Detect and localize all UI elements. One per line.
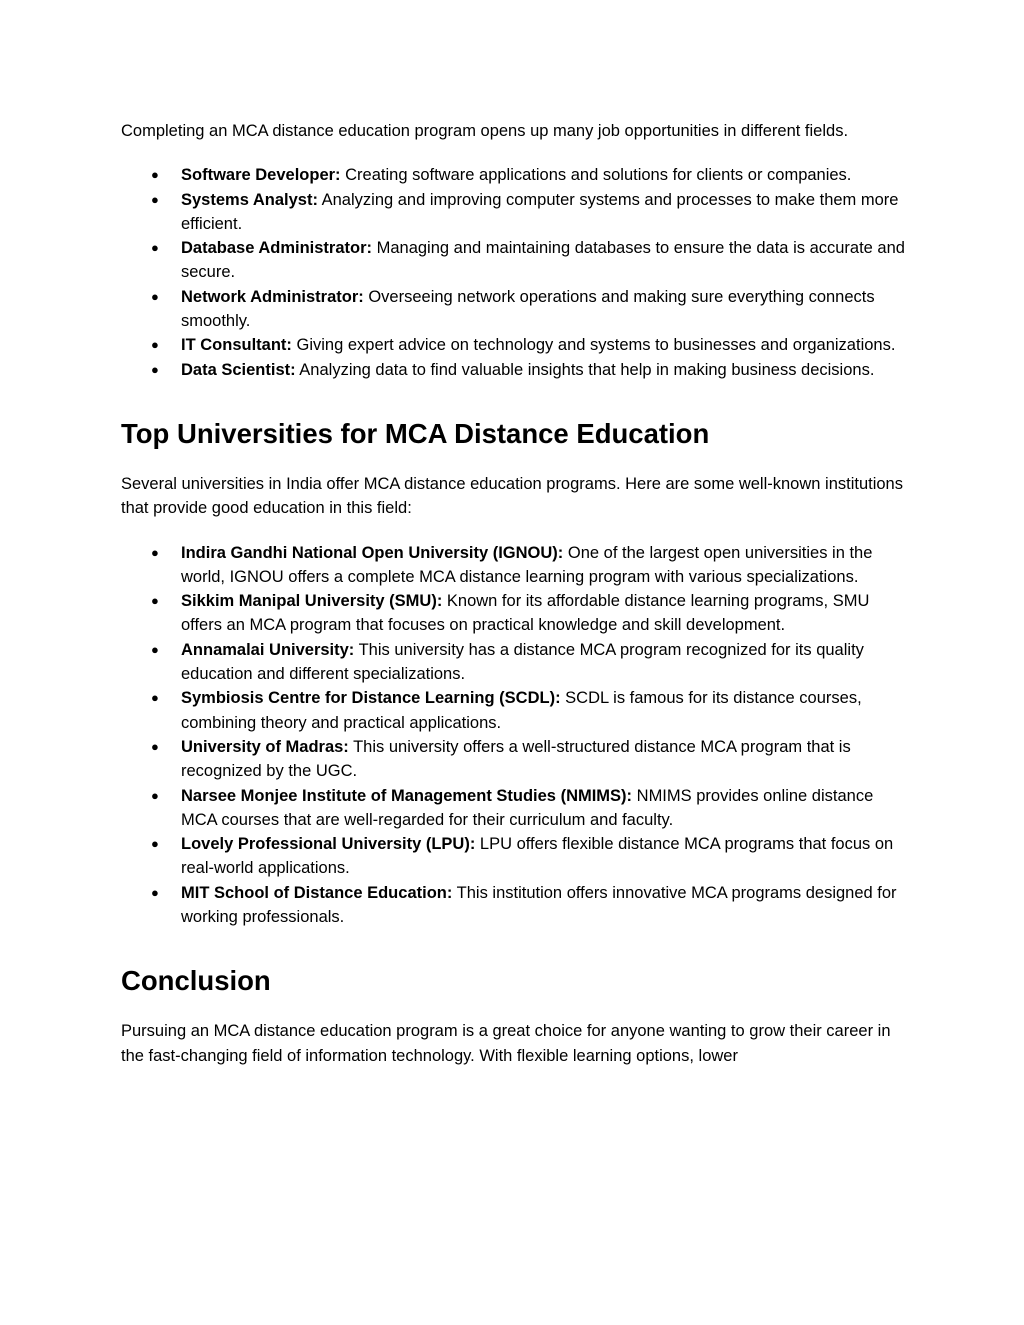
intro-paragraph: Completing an MCA distance education program opens up many job opportunities in different fields. xyxy=(121,122,849,140)
university-item xyxy=(121,541,907,590)
career-item xyxy=(121,188,907,237)
conclusion-heading: Conclusion xyxy=(121,965,271,997)
career-desc: Managing and maintaining databases to ensure the data is accurate and secure. xyxy=(181,239,905,282)
university-item xyxy=(121,832,907,881)
bullet-icon: ● xyxy=(151,240,159,256)
university-item xyxy=(121,686,907,735)
university-item xyxy=(121,638,907,687)
career-item xyxy=(121,285,907,334)
universities-heading: Top Universities for MCA Distance Education xyxy=(121,417,710,449)
bullet-icon: ● xyxy=(151,167,159,183)
career-term: Database Administrator: xyxy=(181,239,373,258)
career-term: Software Developer: xyxy=(181,166,341,185)
career-term: Network Administrator: xyxy=(181,287,364,306)
career-item xyxy=(121,236,907,285)
university-name: Sikkim Manipal University (SMU): xyxy=(181,592,443,611)
university-desc: This institution offers innovative MCA programs designed for working professionals. xyxy=(181,883,897,927)
bullet-icon: ● xyxy=(151,836,159,852)
bullet-icon: ● xyxy=(151,337,159,353)
career-desc: Creating software applications and solutions for clients or companies. xyxy=(340,166,852,185)
career-term: IT Consultant: xyxy=(181,336,292,355)
bullet-icon: ● xyxy=(151,787,159,803)
career-desc: Analyzing and improving computer systems and processes to make them more efficient. xyxy=(181,190,899,233)
career-desc: Giving expert advice on technology and systems to businesses and organizations. xyxy=(291,336,896,355)
bullet-icon: ● xyxy=(151,544,159,560)
career-term: Systems Analyst: xyxy=(181,190,318,209)
bullet-icon: ● xyxy=(151,738,159,754)
university-desc: LPU offers flexible distance MCA programs that focus on real-world applications. xyxy=(181,835,894,878)
university-desc: This university offers a well-structured distance MCA program that is recognized by the UGC. xyxy=(181,737,851,781)
university-item xyxy=(121,589,907,638)
career-item xyxy=(121,358,907,382)
university-name: Symbiosis Centre for Distance Learning (SCDL): xyxy=(181,689,561,708)
university-desc: SCDL is famous for its distance courses, combining theory and practical applications. xyxy=(181,689,862,732)
bullet-icon: ● xyxy=(151,191,159,207)
bullet-icon: ● xyxy=(151,593,159,609)
university-name: Narsee Monjee Institute of Management Studies (NMIMS): xyxy=(181,786,633,805)
career-item xyxy=(121,333,907,357)
career-desc: Overseeing network operations and making sure everything connects smoothly. xyxy=(181,287,875,331)
conclusion-paragraph: Pursuing an MCA distance education program is a great choice for anyone wanting to grow their career in the fast-changing field of information technology. With flexible learning options, lower xyxy=(121,1022,891,1065)
university-name: Annamalai University: xyxy=(181,640,355,659)
university-list xyxy=(121,541,907,930)
bullet-icon: ● xyxy=(151,641,159,657)
university-desc: This university has a distance MCA program recognized for its quality education and different specializations. xyxy=(181,640,864,684)
university-item xyxy=(121,784,907,833)
university-name: Lovely Professional University (LPU): xyxy=(181,835,476,854)
university-item xyxy=(121,881,907,930)
universities-paragraph: Several universities in India offer MCA distance education programs. Here are some well-known institutions that provide good education in this field: xyxy=(121,474,903,518)
university-desc: Known for its affordable distance learning programs, SMU offers an MCA program that focuses on practical knowledge and skill development. xyxy=(181,592,870,635)
career-list xyxy=(121,163,907,382)
bullet-icon: ● xyxy=(151,690,159,706)
career-term: Data Scientist: xyxy=(181,360,296,379)
university-name: MIT School of Distance Education: xyxy=(181,883,453,902)
bullet-icon: ● xyxy=(151,288,159,304)
university-desc: NMIMS provides online distance MCA courses that are well-regarded for their curriculum and faculty. xyxy=(181,786,874,829)
bullet-icon: ● xyxy=(151,361,159,377)
career-desc: Analyzing data to find valuable insights that help in making business decisions. xyxy=(295,360,875,379)
university-name: Indira Gandhi National Open University (IGNOU): xyxy=(181,543,564,562)
university-desc: One of the largest open universities in the world, IGNOU offers a complete MCA distance learning program with various specializations. xyxy=(181,543,873,586)
university-name: University of Madras: xyxy=(181,737,349,756)
document-page xyxy=(121,119,907,1068)
bullet-icon: ● xyxy=(151,884,159,900)
career-item xyxy=(121,163,907,187)
university-item xyxy=(121,735,907,784)
